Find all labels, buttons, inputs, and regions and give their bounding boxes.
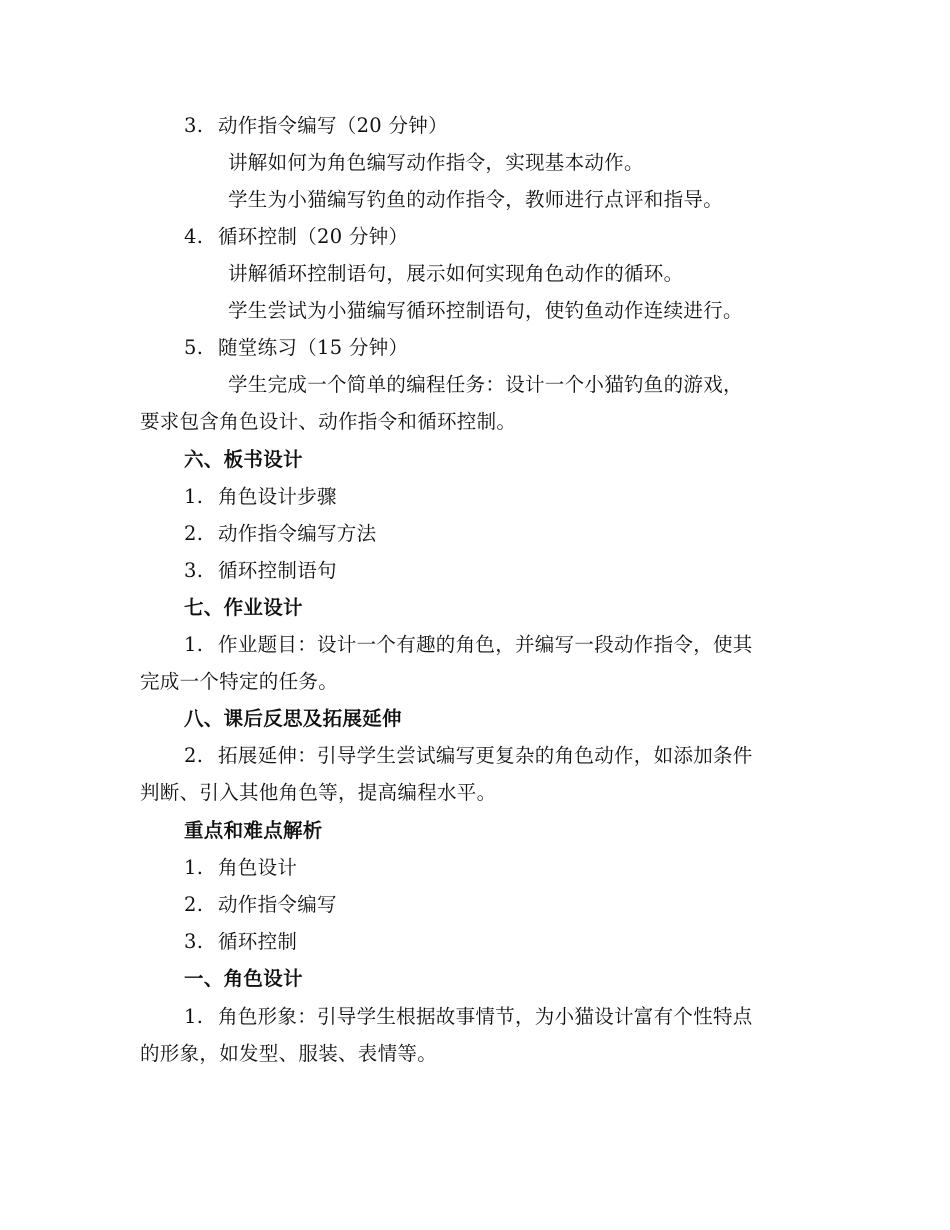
list-item-text: 动作指令编写 <box>218 893 337 916</box>
list-item-text: 循环控制 <box>218 930 298 953</box>
list-item-text: 动作指令编写方法 <box>218 522 377 545</box>
section-heading-role-design: 一、角色设计 <box>184 967 303 990</box>
section-heading-board-design: 六、板书设计 <box>184 448 303 471</box>
paragraph-line: 讲解循环控制语句，展示如何实现角色动作的循环。 <box>228 262 684 285</box>
list-number: 2. <box>184 522 204 545</box>
paragraph-line: 的形象，如发型、服装、表情等。 <box>140 1042 438 1065</box>
section-heading-reflection: 八、课后反思及拓展延伸 <box>184 707 402 730</box>
list-item-practice <box>184 334 408 362</box>
list-item-title: 动作指令编写（20 分钟） <box>218 114 448 137</box>
list-number: 1. <box>184 485 204 508</box>
paragraph-line: 角色形象：引导学生根据故事情节，为小猫设计富有个性特点 <box>218 1005 753 1028</box>
paragraph-line: 学生完成一个简单的编程任务：设计一个小猫钓鱼的游戏， <box>228 373 743 396</box>
list-item <box>184 631 753 659</box>
list-number: 3. <box>184 114 204 137</box>
paragraph-line: 拓展延伸：引导学生尝试编写更复杂的角色动作，如添加条件 <box>218 744 753 767</box>
list-item <box>184 854 297 882</box>
list-item <box>184 483 337 511</box>
list-number: 1. <box>184 633 204 656</box>
paragraph-line: 判断、引入其他角色等，提高编程水平。 <box>140 781 497 804</box>
paragraph-line: 要求包含角色设计、动作指令和循环控制。 <box>140 410 517 433</box>
paragraph-line: 完成一个特定的任务。 <box>140 670 339 693</box>
list-item-loop-control <box>184 223 408 251</box>
list-number: 2. <box>184 893 204 916</box>
list-item-text: 角色设计 <box>218 856 298 879</box>
list-item-title: 循环控制（20 分钟） <box>218 225 409 248</box>
list-item <box>184 520 376 548</box>
section-heading-homework: 七、作业设计 <box>184 596 303 619</box>
list-number: 5. <box>184 336 204 359</box>
paragraph-line: 学生为小猫编写钓鱼的动作指令，教师进行点评和指导。 <box>228 188 724 211</box>
list-item <box>184 928 297 956</box>
list-number: 1. <box>184 856 204 879</box>
list-item <box>184 1003 753 1031</box>
list-item-title: 随堂练习（15 分钟） <box>218 336 409 359</box>
list-number: 3. <box>184 559 204 582</box>
list-item-action-commands <box>184 112 448 140</box>
section-heading-keypoints: 重点和难点解析 <box>184 819 323 842</box>
paragraph-line: 学生尝试为小猫编写循环控制语句，使钓鱼动作连续进行。 <box>228 299 743 322</box>
paragraph-line: 作业题目：设计一个有趣的角色，并编写一段动作指令，使其 <box>218 633 753 656</box>
list-item-text: 循环控制语句 <box>218 559 337 582</box>
list-item <box>184 742 753 770</box>
list-item <box>184 557 337 585</box>
list-number: 1. <box>184 1005 204 1028</box>
list-item-text: 角色设计步骤 <box>218 485 337 508</box>
paragraph-line: 讲解如何为角色编写动作指令，实现基本动作。 <box>228 151 644 174</box>
list-number: 4. <box>184 225 204 248</box>
list-item <box>184 891 337 919</box>
list-number: 2. <box>184 744 204 767</box>
list-number: 3. <box>184 930 204 953</box>
